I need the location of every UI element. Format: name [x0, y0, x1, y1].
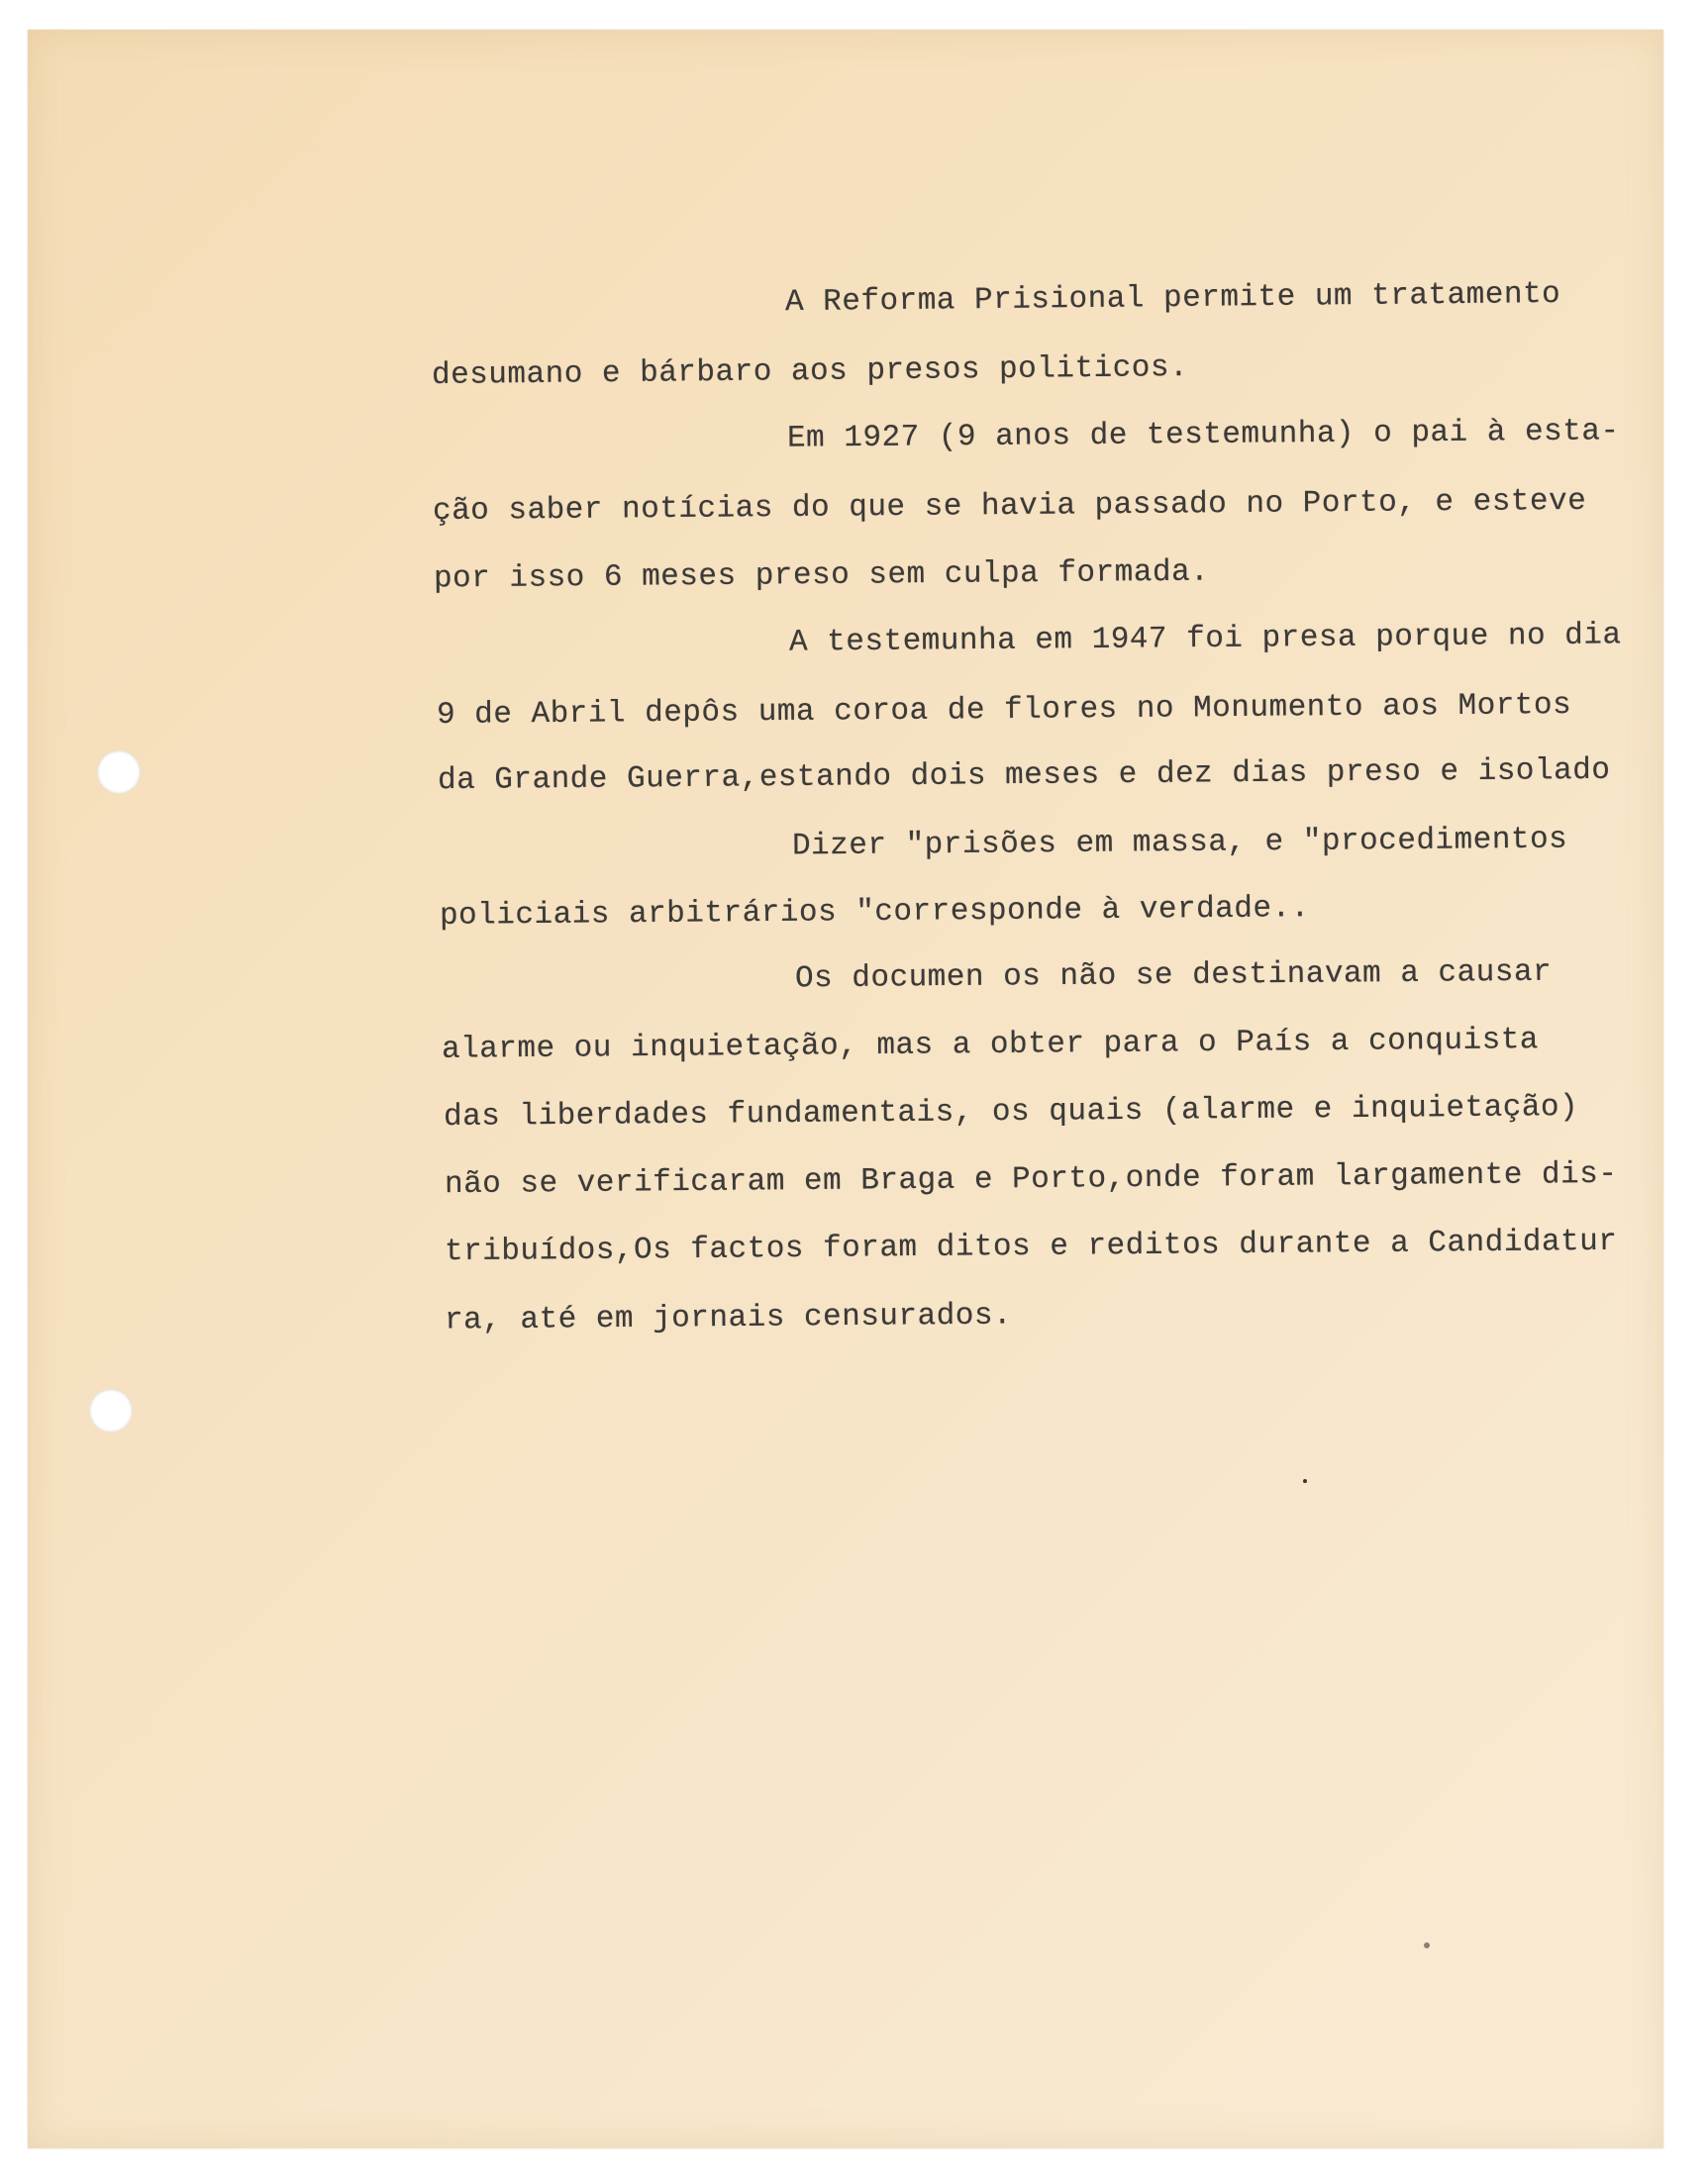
- text-line: A Reforma Prisional permite um tratamento: [784, 276, 1561, 321]
- text-line: desumano e bárbaro aos presos politicos.: [431, 350, 1189, 393]
- ink-speck: [1303, 1479, 1307, 1483]
- text-line: por isso 6 meses preso sem culpa formada.: [433, 554, 1210, 597]
- text-line: não se verificaram em Braga e Porto,onde foram largamente dis-: [444, 1156, 1618, 1203]
- document-page: [28, 30, 1663, 2148]
- text-line: 9 de Abril depôs uma coroa de flores no Monumento aos Mortos: [436, 687, 1572, 734]
- text-line: alarme ou inquietação, mas a obter para o País a conquista: [441, 1023, 1540, 1067]
- ink-speck: [1424, 1942, 1430, 1948]
- text-line: da Grande Guerra,estando dois meses e dez dias preso e isolado: [437, 752, 1611, 799]
- text-line: ção saber notícias do que se havia passado no Porto, e esteve: [432, 483, 1587, 530]
- text-line: Dizer "prisões em massa, e "procedimentos: [791, 822, 1568, 864]
- text-line: ra, até em jornais censurados.: [444, 1298, 1013, 1339]
- punch-hole: [97, 750, 141, 794]
- text-line: Em 1927 (9 anos de testemunha) o pai à esta-: [786, 414, 1620, 456]
- text-line: policiais arbitrários "corresponde à verdade..: [439, 891, 1310, 934]
- text-line: tribuídos,Os factos foram ditos e reditos durante a Candidatur: [444, 1224, 1618, 1270]
- punch-hole: [89, 1389, 133, 1433]
- text-line: Os documen os não se destinavam a causar: [794, 954, 1553, 997]
- text-line: das liberdades fundamentais, os quais (alarme e inquietação): [443, 1089, 1579, 1136]
- text-line: A testemunha em 1947 foi presa porque no dia: [788, 618, 1622, 660]
